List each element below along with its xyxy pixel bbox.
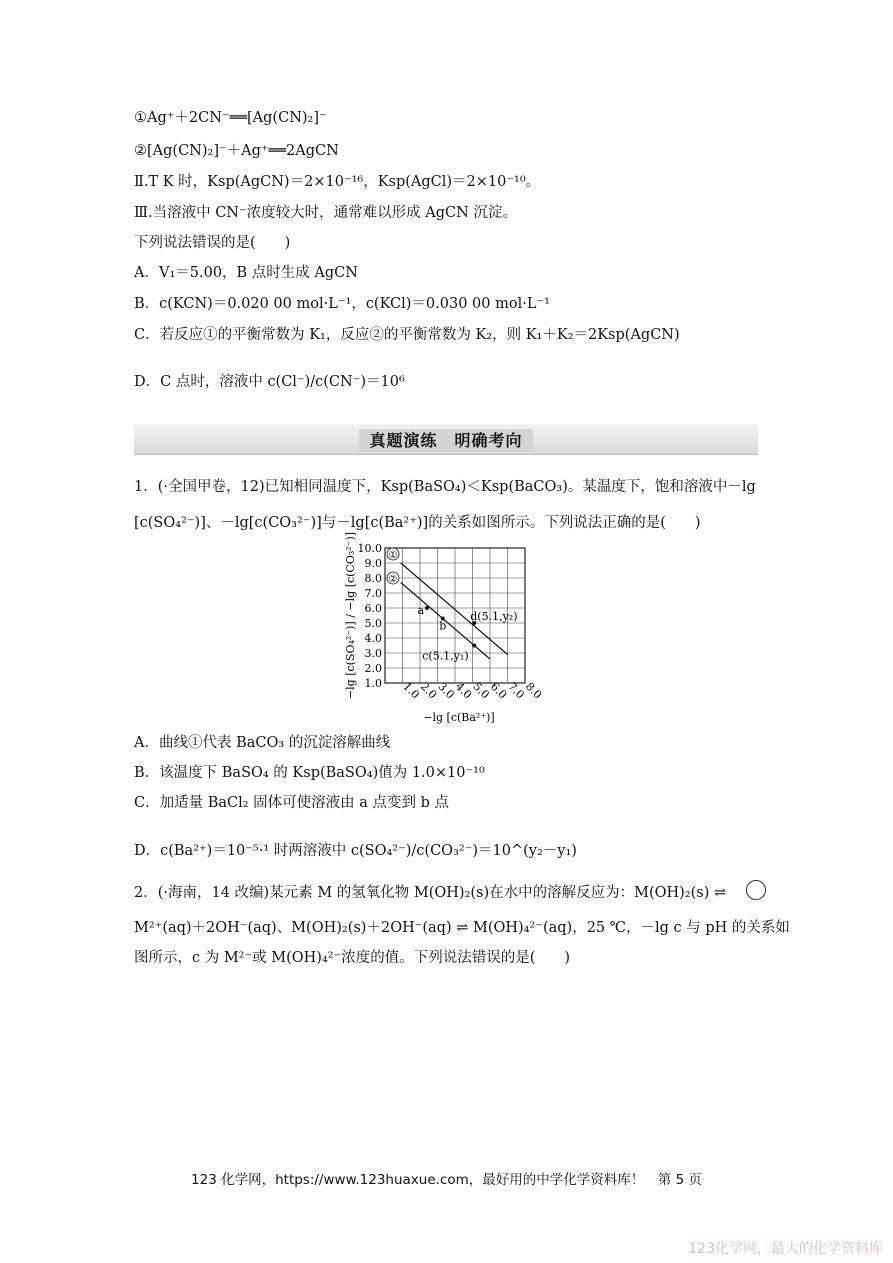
x-tick-label: 5.0 <box>470 679 492 702</box>
banner-title: 真题演练 明确考向 <box>359 429 532 452</box>
y-axis-label: −lg [c(SO₄²⁻)] / −lg [c(CO₃²⁻)] <box>344 531 357 700</box>
section-banner <box>134 424 758 455</box>
point-label: a <box>417 604 424 617</box>
data-point <box>472 644 476 648</box>
reaction-2: ②[Ag(CN)₂]⁻＋Ag⁺══2AgCN <box>134 143 339 159</box>
option-b: B．c(KCN)＝0.020 00 mol·L⁻¹，c(KCl)＝0.030 00 mol·L⁻¹ <box>134 296 550 312</box>
option-a: A．V₁＝5.00，B 点时生成 AgCN <box>134 265 358 281</box>
q2-line-3: 图所示，c 为 M²⁻或 M(OH)₄²⁻浓度的值。下列说法错误的是( ) <box>134 950 571 966</box>
x-axis-label: −lg [c(Ba²⁺)] <box>423 711 495 724</box>
y-tick-label: 3.0 <box>364 647 382 660</box>
x-tick-label: 1.0 <box>400 679 422 702</box>
series-label: ② <box>388 574 398 585</box>
q1-option-d: D．c(Ba²⁺)＝10⁻⁵·¹ 时两溶液中 c(SO₄²⁻)/c(CO₃²⁻)＝10^(y₂－y₁) <box>134 843 577 859</box>
y-tick-label: 10.0 <box>357 542 382 555</box>
x-tick-label: 8.0 <box>522 679 545 702</box>
series-label: ① <box>388 550 398 561</box>
q2-line-2: M²⁺(aq)＋2OH⁻(aq)、M(OH)₂(s)＋2OH⁻(aq) ⇌ M(OH)₄²⁻(aq)，25 ℃，－lg c 与 pH 的关系如 <box>134 920 790 936</box>
reaction-1: ①Ag⁺＋2CN⁻══[Ag(CN)₂]⁻ <box>134 110 327 126</box>
y-tick-label: 2.0 <box>364 662 382 675</box>
point-label: c(5.1,y₁) <box>422 649 469 663</box>
y-tick-label: 8.0 <box>364 572 382 585</box>
option-d: D．C 点时，溶液中 c(Cl⁻)/c(CN⁻)＝10⁶ <box>134 374 405 390</box>
watermark: 123化学网，最大的化学资料库 <box>688 1241 883 1257</box>
question-prompt: 下列说法错误的是( ) <box>134 235 291 251</box>
point-label: d(5.1,y₂) <box>470 610 518 623</box>
condition-iii: Ⅲ.当溶液中 CN⁻浓度较大时，通常难以形成 AgCN 沉淀。 <box>134 205 517 221</box>
condition-ii: Ⅱ.T K 时，Ksp(AgCN)＝2×10⁻¹⁶，Ksp(AgCl)＝2×10⁻¹⁰。 <box>134 174 541 190</box>
x-tick-label: 2.0 <box>417 679 440 702</box>
y-tick-label: 5.0 <box>364 617 382 630</box>
q1-stem-line-2: [c(SO₄²⁻)]、－lg[c(CO₃²⁻)]与－lg[c(Ba²⁺)]的关系如图所示。下列说法正确的是( ) <box>134 515 701 531</box>
y-tick-label: 9.0 <box>364 557 382 570</box>
q1-option-a: A．曲线①代表 BaCO₃ 的沉淀溶解曲线 <box>134 735 391 751</box>
circle-mark-icon <box>746 880 766 900</box>
y-tick-label: 4.0 <box>364 632 382 645</box>
y-tick-label: 7.0 <box>364 587 382 600</box>
q1-stem-line-1: 1．(·全国甲卷，12)已知相同温度下，Ksp(BaSO₄)＜Ksp(BaCO₃)。某温度下，饱和溶液中－lg <box>134 479 756 495</box>
q1-option-c: C．加适量 BaCl₂ 固体可使溶液由 a 点变到 b 点 <box>134 795 450 811</box>
x-tick-label: 4.0 <box>452 679 475 702</box>
q1-option-b: B．该温度下 BaSO₄ 的 Ksp(BaSO₄)值为 1.0×10⁻¹⁰ <box>134 765 485 781</box>
q1-chart <box>340 531 545 724</box>
x-tick-label: 3.0 <box>435 679 457 702</box>
option-c: C．若反应①的平衡常数为 K₁，反应②的平衡常数为 K₂，则 K₁＋K₂＝2Ksp(AgCN) <box>134 327 680 343</box>
data-point <box>425 606 429 610</box>
y-tick-label: 1.0 <box>364 677 382 690</box>
q2-line-1: 2．(·海南，14 改编)某元素 M 的氢氧化物 M(OH)₂(s)在水中的溶解反应为：M(OH)₂(s) ⇌ <box>134 885 727 901</box>
page-footer: 123 化学网，https://www.123huaxue.com，最好用的中学化学资料库！ 第 5 页 <box>191 1172 702 1188</box>
x-tick-label: 7.0 <box>505 679 527 702</box>
point-label: b <box>439 619 447 633</box>
x-tick-label: 6.0 <box>487 679 510 702</box>
y-tick-label: 6.0 <box>364 602 382 615</box>
